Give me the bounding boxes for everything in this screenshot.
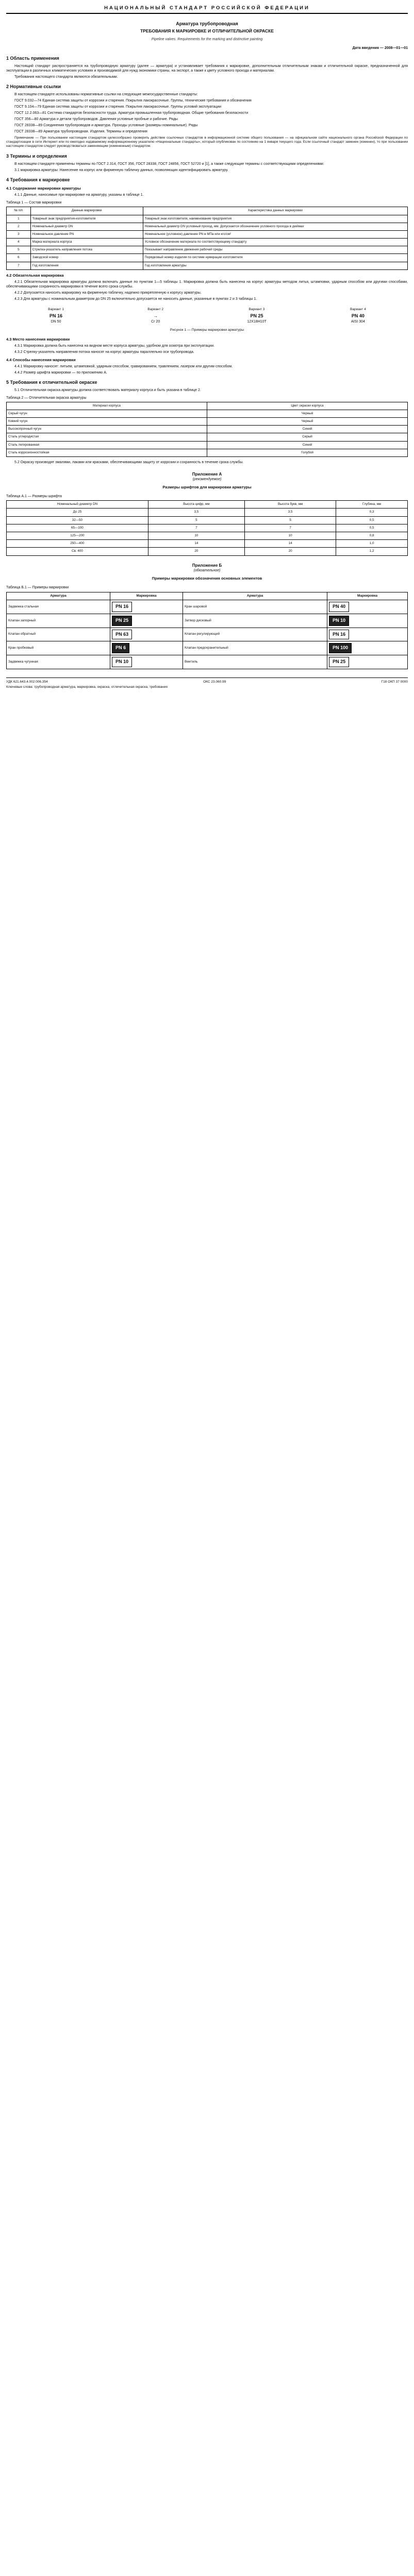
section-4-3-heading: 4.3 Место нанесения маркировки — [6, 336, 70, 342]
table-a1-row-cell: 65—100 — [7, 524, 148, 532]
figure-marking-sub: AISI 304 — [351, 320, 365, 324]
table-b1-cell: Клапан регулирующий — [183, 628, 327, 641]
table-b1-row — [7, 655, 408, 669]
marking-example: PN 6 — [112, 643, 129, 653]
figure-1 — [6, 306, 408, 326]
section-2-note: Примечание — При пользовании настоящим стандартом целесообразно проверить действие ссылочных стандартов в информационной системе общего пользования — на официальном сайте национального органа Российской Федерации по стандартизации в сети Интернет или по ежегодно издаваемому информационному указателю «Национальные стандарты», который опубликован по состоянию на 1 января текущего года. Если ссылочный стандарт заменен (изменен), то при пользовании настоящим стандартом следует руководствоваться заменяющим (измененным) стандартом. — [6, 135, 408, 148]
ref-item: ГОСТ 356—80 Арматура и детали трубопроводов. Давления условные пробные и рабочие. Ряды — [14, 117, 178, 122]
section-2-para-1: В настоящем стандарте использованы нормативные ссылки на следующие межгосударственные стандарты: — [14, 92, 198, 96]
table-b1-cell: Задвижка стальная — [7, 600, 110, 614]
table-a1-row — [7, 532, 408, 540]
table-1-header: Данные маркировки — [30, 207, 143, 215]
table-b1-header: Арматура — [7, 592, 110, 600]
table-b1-row — [7, 600, 408, 614]
figure-marking-code: PN 16 — [49, 313, 63, 319]
figure-marking-sub: Cr 20 — [151, 320, 160, 324]
section-5-para-2: 5.2 Окраску производят эмалями, лаками или красками, обеспечивающими защиту от коррозии и сохранность в течение срока службы. — [14, 460, 244, 464]
table-1-row-cell: 1 — [7, 215, 31, 223]
figure-variant-label: Вариант 1 — [48, 307, 64, 311]
table-a1-row — [7, 509, 408, 516]
figure-variant-label: Вариант 3 — [249, 307, 265, 311]
table-2-row — [7, 433, 408, 441]
figure-marking-code: PN 40 — [351, 313, 365, 319]
appendix-a-label: Приложение А — [192, 471, 222, 477]
table-a1-header: Высота цифр, мм — [148, 501, 244, 509]
table-1-row-cell: 3 — [7, 230, 31, 238]
section-1-heading: 1 Область применения — [6, 56, 59, 61]
table-2-caption: Таблица 2 — Отличительная окраска арматуры — [6, 396, 87, 400]
table-2-row — [7, 441, 408, 449]
table-2-row — [7, 410, 408, 417]
table-1-row-cell: 6 — [7, 254, 31, 262]
section-4-heading: 4 Требования к маркировке — [6, 177, 70, 182]
marking-example: PN 16 — [329, 630, 349, 640]
table-a1-row-cell: 3,5 — [148, 509, 244, 516]
table-2-row-cell: Черный — [207, 410, 408, 417]
table-b1-caption: Таблица Б.1 — Примеры маркировки — [6, 585, 69, 589]
footer-keywords: Ключевые слова: трубопроводная арматура, маркировка, окраска, отличительная окраска, требования — [6, 685, 168, 689]
table-2-row-cell: Голубой — [207, 449, 408, 456]
appendix-a-title: Размеры шрифтов для маркировки арматуры — [162, 485, 252, 490]
table-b1 — [6, 592, 408, 669]
table-a1-header: Высота букв, мм — [245, 501, 336, 509]
appendix-b-title: Примеры маркировки обозначения основных элементов — [152, 576, 262, 581]
appendix-a-type: (рекомендуемое) — [192, 478, 222, 482]
ref-item: ГОСТ 9.104—79 Единая система защиты от коррозии и старения. Покрытия лакокрасочные. Группы условий эксплуатации — [14, 105, 222, 109]
table-a1 — [6, 500, 408, 555]
table-1-row-cell: Порядковый номер изделия по системе нумерации изготовителя — [143, 254, 408, 262]
figure-1-item — [147, 308, 163, 324]
table-2-row-cell: Серый чугун — [7, 410, 207, 417]
section-5-para-1: 5.1 Отличительная окраска арматуры должна соответствовать материалу корпуса и быть указана в таблице 2. — [14, 388, 201, 392]
table-a1-row-cell: 1,2 — [336, 548, 408, 555]
table-a1-row-cell: До 25 — [7, 509, 148, 516]
table-a1-row-cell: 0,8 — [336, 532, 408, 540]
title-line-1: Арматура трубопроводная — [176, 21, 238, 27]
table-a1-row-cell: 5 — [148, 516, 244, 524]
figure-marking-sub: 12Х18Н10Т — [247, 320, 267, 324]
section-3-heading: 3 Термины и определения — [6, 153, 67, 159]
figure-marking-sub: DN 50 — [51, 320, 61, 324]
table-a1-row-cell: 250—400 — [7, 540, 148, 548]
table-2 — [6, 402, 408, 457]
table-a1-row-cell: 0,5 — [336, 516, 408, 524]
table-b1-row — [7, 628, 408, 641]
table-b1-header: Арматура — [183, 592, 327, 600]
table-1-row-cell: Номинальный диаметр DN условный проход, мм. Допускается обозначение условного прохода в дюймах — [143, 223, 408, 230]
table-1-row-cell: Товарный знак предприятия-изготовителя — [30, 215, 143, 223]
table-a1-row-cell: 14 — [245, 540, 336, 548]
table-a1-header: Глубина, мм — [336, 501, 408, 509]
section-3-para-1: В настоящем стандарте применены термины по ГОСТ 2.314, ГОСТ 356, ГОСТ 28338, ГОСТ 24856, ГОСТ 52720 и [1], а также следующие термины с соответствующими определениями: — [14, 162, 324, 166]
table-a1-row-cell: 10 — [245, 532, 336, 540]
figure-marking-code: → — [153, 313, 158, 319]
table-a1-row-cell: 7 — [245, 524, 336, 532]
marking-example: PN 25 — [329, 657, 349, 667]
table-2-row — [7, 426, 408, 433]
table-1-row-cell: Марка материала корпуса — [30, 239, 143, 246]
table-2-row-cell: Ковкий чугун — [7, 418, 207, 426]
table-1-row-cell: Год изготовления — [30, 262, 143, 269]
table-1-row-cell: Товарный знак изготовителя, наименование предприятия — [143, 215, 408, 223]
table-a1-row-cell: 20 — [245, 548, 336, 555]
ref-item: ГОСТ 12.2.063—81 Система стандартов безопасности труда. Арматура промышленная трубопроводная. Общие требования безопасности — [14, 111, 249, 115]
title-line-3: Pipeline valves. Requirements for the marking and distinctive painting — [151, 38, 263, 42]
figure-1-item — [247, 308, 266, 324]
section-4-para-8: 4.4.2 Размер шрифта маркировки — по приложению А. — [14, 370, 107, 375]
figure-marking-code: PN 25 — [250, 313, 263, 319]
appendix-a-heading — [6, 472, 408, 490]
table-a1-row-cell: 14 — [148, 540, 244, 548]
section-4-1-heading: 4.1 Содержание маркировки арматуры — [6, 186, 81, 191]
table-b1-cell — [327, 614, 408, 628]
table-a1-row-cell: 3,5 — [245, 509, 336, 516]
table-a1-row — [7, 540, 408, 548]
table-a1-row — [7, 548, 408, 555]
table-1-row-cell: Стрелка-указатель направления потока — [30, 246, 143, 254]
table-1-row — [7, 262, 408, 269]
appendix-b-label: Приложение Б — [192, 563, 222, 568]
table-1-row — [7, 223, 408, 230]
section-4-para-4: 4.2.3 Для арматуры с номинальным диаметром до DN 25 включительно допускается не наносить данные, указанные в пунктах 2 и 3 таблицы 1. — [14, 297, 257, 301]
table-b1-cell — [110, 600, 183, 614]
marking-example: PN 63 — [112, 630, 132, 640]
section-4-4-heading: 4.4 Способы нанесения маркировки — [6, 357, 76, 362]
table-2-row-cell: Сталь легированная — [7, 441, 207, 449]
table-b1-row — [7, 614, 408, 628]
footer-okp: Г18 ОКП 37 0000 — [381, 680, 408, 684]
footer — [6, 677, 408, 684]
table-1-row-cell: Номинальное давление PN — [30, 230, 143, 238]
figure-1-item — [48, 308, 64, 324]
table-1-row — [7, 254, 408, 262]
table-1-row — [7, 230, 408, 238]
document-page — [0, 0, 414, 693]
table-b1-cell — [110, 641, 183, 655]
section-4-para-3: 4.2.2 Допускается наносить маркировку на фирменную табличку, надежно прикрепленную к корпусу арматуры. — [14, 291, 202, 295]
section-4-para-2: 4.2.1 Обязательная маркировка арматуры должна включать данные по пунктам 1—5 таблицы 1. Маркировка должна быть нанесена на корпус арматуры методом литья, штамповки, ударным способом или другими способами, обеспечивающими сохранность маркировки в течение всего срока службы. — [6, 280, 408, 289]
appendix-b-type: (обязательное) — [193, 568, 221, 572]
table-1-row-cell: 7 — [7, 262, 31, 269]
table-2-header: Цвет окраски корпуса — [207, 402, 408, 410]
footer-oks: ОКС 23.060.99 — [203, 680, 226, 684]
standard-header: НАЦИОНАЛЬНЫЙ СТАНДАРТ РОССИЙСКОЙ ФЕДЕРАЦИИ — [6, 3, 408, 14]
table-2-row-cell: Синий — [207, 426, 408, 433]
table-1-row-cell: Номинальный диаметр DN — [30, 223, 143, 230]
figure-1-caption: Рисунок 1 — Примеры маркировки арматуры — [170, 328, 244, 332]
table-1-row-cell: Номинальное (условное) давление PN в МПа или кгс/см² — [143, 230, 408, 238]
table-1-row-cell: Год изготовления арматуры — [143, 262, 408, 269]
title-line-2: ТРЕБОВАНИЯ К МАРКИРОВКЕ И ОТЛИЧИТЕЛЬНОЙ ОКРАСКЕ — [140, 28, 274, 34]
table-a1-row-cell: 10 — [148, 532, 244, 540]
table-b1-cell — [327, 628, 408, 641]
table-2-row-cell: Синий — [207, 441, 408, 449]
table-1-row-cell: 5 — [7, 246, 31, 254]
table-2-row-cell: Высокопрочный чугун — [7, 426, 207, 433]
table-a1-row-cell: Св. 400 — [7, 548, 148, 555]
marking-example: PN 10 — [112, 657, 132, 667]
table-b1-row — [7, 641, 408, 655]
table-1-header: Характеристика данных маркировки — [143, 207, 408, 215]
ref-item: ГОСТ 28338—89 Арматура трубопроводная. Изделия. Термины и определения — [14, 130, 147, 134]
table-2-row-cell: Сталь углеродистая — [7, 433, 207, 441]
table-b1-header: Маркировка — [110, 592, 183, 600]
ref-item: ГОСТ 9.032—74 Единая система защиты от коррозии и старения. Покрытия лакокрасочные. Группы, технические требования и обозначения — [14, 99, 252, 103]
table-1-row-cell: 4 — [7, 239, 31, 246]
marking-example: PN 10 — [329, 616, 349, 626]
table-a1-row — [7, 524, 408, 532]
table-b1-cell: Вентиль — [183, 655, 327, 669]
section-2-heading: 2 Нормативные ссылки — [6, 84, 61, 90]
table-2-row — [7, 418, 408, 426]
table-a1-row-cell: 5 — [245, 516, 336, 524]
table-a1-row-cell: 0,3 — [336, 509, 408, 516]
section-1-para-1: Настоящий стандарт распространяется на трубопроводную арматуру (далее — арматура) и устанавливает требования к маркировке, дополнительным отличительным знакам и отличительной окраске, предназначенной для эксплуатации в различных климатических условиях и производимой для нужд экономики страны, на экспорт, а также к цвету условного прохода и материалам. — [6, 64, 408, 73]
table-a1-row-cell: 20 — [148, 548, 244, 555]
table-a1-row-cell: 32—50 — [7, 516, 148, 524]
table-1-header: № п/п — [7, 207, 31, 215]
table-b1-cell — [327, 600, 408, 614]
figure-variant-label: Вариант 2 — [147, 307, 164, 311]
marking-example: PN 25 — [112, 616, 132, 626]
table-1 — [6, 207, 408, 269]
section-4-para-1: 4.1.1 Данные, наносимые при маркировке на арматуру, указаны в таблице 1. — [14, 193, 144, 197]
section-4-para-6: 4.3.2 Стрелку-указатель направления потока наносят на корпус арматуры параллельно оси трубопровода. — [14, 350, 194, 354]
table-a1-row — [7, 516, 408, 524]
marking-example: PN 100 — [329, 643, 352, 653]
table-1-caption: Таблица 1 — Состав маркировки — [6, 201, 62, 205]
section-5-heading: 5 Требования к отличительной окраске — [6, 379, 97, 385]
table-2-row-cell: Сталь коррозионностойкая — [7, 449, 207, 456]
section-4-para-5: 4.3.1 Маркировка должна быть нанесена на видном месте корпуса арматуры, удобном для осмотра при эксплуатации. — [14, 344, 215, 348]
table-1-row — [7, 239, 408, 246]
marking-example: PN 40 — [329, 602, 349, 612]
marking-example: PN 16 — [112, 602, 132, 612]
figure-1-item — [350, 308, 366, 324]
section-4-para-7: 4.4.1 Маркировку наносят: литьем, штамповкой, ударным способом, гравированием, травлением, лазером или другим способом. — [14, 364, 233, 368]
document-title — [6, 21, 408, 42]
table-1-row-cell: Заводской номер — [30, 254, 143, 262]
table-a1-row-cell: 1,0 — [336, 540, 408, 548]
table-a1-caption: Таблица А.1 — Размеры шрифта — [6, 495, 62, 499]
table-b1-cell: Затвор дисковый — [183, 614, 327, 628]
table-a1-row-cell: 7 — [148, 524, 244, 532]
table-1-row — [7, 246, 408, 254]
table-b1-cell: Кран пробковый — [7, 641, 110, 655]
table-2-header: Материал корпуса — [7, 402, 207, 410]
table-b1-cell: Клапан запорный — [7, 614, 110, 628]
table-b1-cell: Клапан обратный — [7, 628, 110, 641]
section-3-para-2: 3.1 маркировка арматуры: Нанесение на корпус или фирменную табличку данных, позволяющих идентифицировать арматуру. — [14, 168, 228, 172]
intro-date: Дата введения — 2008—01—01 — [352, 46, 408, 50]
table-1-row — [7, 215, 408, 223]
table-b1-cell — [110, 614, 183, 628]
footer-udk: УДК 621.643.4.002:006.354 — [6, 680, 48, 684]
section-1-para-2: Требования настоящего стандарта являются обязательными. — [14, 75, 118, 79]
table-1-row-cell: Условное обозначение материала по соответствующему стандарту — [143, 239, 408, 246]
table-1-row-cell: Показывает направление движения рабочей среды — [143, 246, 408, 254]
figure-variant-label: Вариант 4 — [350, 307, 366, 311]
table-b1-cell: Задвижка чугунная — [7, 655, 110, 669]
table-b1-cell — [110, 655, 183, 669]
table-b1-cell — [327, 641, 408, 655]
table-b1-cell — [110, 628, 183, 641]
table-b1-cell — [327, 655, 408, 669]
table-a1-row-cell: 125—200 — [7, 532, 148, 540]
table-b1-header: Маркировка — [327, 592, 408, 600]
table-1-row-cell: 2 — [7, 223, 31, 230]
table-a1-header: Номинальный диаметр DN — [7, 501, 148, 509]
table-2-row-cell: Серый — [207, 433, 408, 441]
table-a1-row-cell: 0,5 — [336, 524, 408, 532]
table-b1-cell: Кран шаровой — [183, 600, 327, 614]
table-b1-cell: Клапан предохранительный — [183, 641, 327, 655]
ref-item: ГОСТ 28338—89 Соединения трубопроводов и арматура. Проходы условные (размеры номинальные). Ряды — [14, 124, 198, 128]
appendix-b-heading — [6, 563, 408, 581]
table-2-row — [7, 449, 408, 456]
table-2-row-cell: Черный — [207, 418, 408, 426]
section-4-2-heading: 4.2 Обязательная маркировка — [6, 273, 64, 278]
